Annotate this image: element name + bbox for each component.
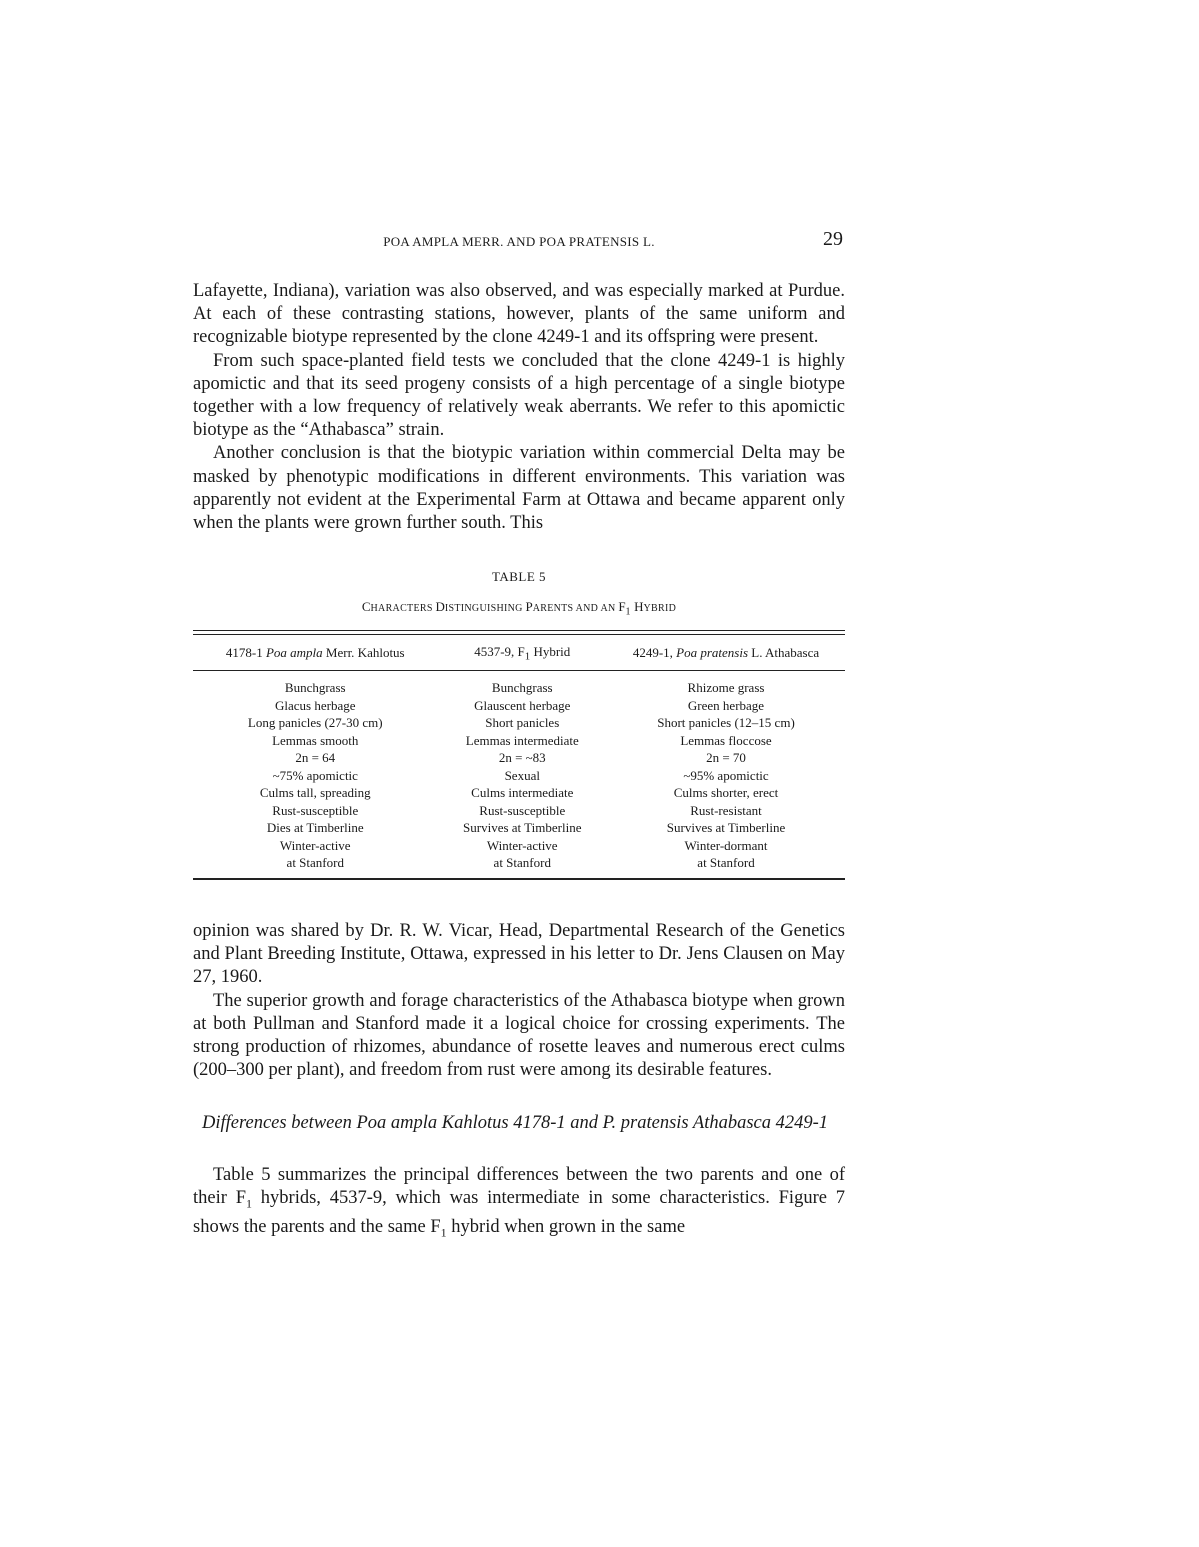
page-number: 29 [823,228,843,250]
table-cell: Rhizome grass [687,680,765,696]
section-heading: Differences between Poa ampla Kahlotus 4178-1 and P. pratensis Athabasca 4249-1 [202,1113,829,1134]
table-row [193,749,845,767]
column-header-poa-ampla: 4178-1 Poa ampla Merr. Kahlotus [225,645,405,661]
body-paragraph: From such space-planted field tests we concluded that the clone 4249-1 is highly apomictic and that its seed progeny consists of a high percentage of a single biotype together with a low frequency of relatively weak aberrants. We refer to this apomictic biotype as the “Athabasca” strain. [193,350,845,441]
table-cell: Dies at Timberline [266,820,364,836]
table-row [193,671,845,697]
running-header [193,228,845,258]
table-5 [193,569,845,880]
table-cell: Culms shorter, erect [673,785,779,801]
table-cell: 2n = 70 [706,750,746,766]
table-cell: Winter-active [279,837,351,853]
table-row [193,819,845,837]
table-cell: Lemmas smooth [272,732,359,748]
table-cell: Sexual [504,767,540,783]
table-cell: Winter-dormant [684,837,768,853]
table-cell: Short panicles (12–15 cm) [657,715,795,731]
body-paragraph: Another conclusion is that the biotypic variation within commercial Delta may be masked by phenotypic modifications in different environments. This variation was apparently not evident at the Experimental Farm at Ottawa and became apparent only when the plants were grown further south. This [193,443,845,534]
body-paragraph: Lafayette, Indiana), variation was also observed, and was especially marked at Purdue. At each of these contrasting stations, however, plants of the same uniform and recognizable biotype represented by the clone 4249-1 and its offspring were present. [193,281,845,348]
table-row [193,837,845,855]
table-label: TABLE 5 [491,569,547,585]
table-cell: Winter-active [486,837,558,853]
body-paragraph: The superior growth and forage characteristics of the Athabasca biotype when grown at both Pullman and Stanford made it a logical choice for crossing experiments. The strong production of rhizomes, abundance of rosette leaves and numerous erect culms (200–300 per plant), and freedom from rust were among its desirable features. [193,990,845,1081]
table-row [193,784,845,802]
table-row [193,854,845,878]
table-cell: at Stanford [493,855,551,871]
table-cell: Short panicles [485,715,560,731]
table-cell: 2n = ~83 [498,750,546,766]
table-row [193,714,845,732]
table-bottom-rule [193,878,845,880]
table-cell: ~95% apomictic [683,767,769,783]
table-cell: ~75% apomictic [272,767,358,783]
table-cell: Rust-susceptible [272,802,359,818]
table-row [193,732,845,750]
table-cell: Glacus herbage [275,697,356,713]
table-cell: Survives at Timberline [463,820,582,836]
table-header-row [193,635,845,671]
column-header-f1-hybrid: 4537-9, $F_1$ Hybrid [474,643,571,663]
table-cell: Long panicles (27-30 cm) [247,715,383,731]
document-page [193,228,845,1245]
table-cell: Culms intermediate [471,785,574,801]
table-caption: CHARACTERS DISTINGUISHING PARENTS AND AN $F_1$ HYBRID [361,599,677,618]
table-cell: Lemmas floccose [680,732,772,748]
table-cell: Glauscent herbage [474,697,571,713]
table-cell: Lemmas intermediate [465,732,579,748]
table-cell: Green herbage [687,697,765,713]
table-cell: Rust-susceptible [479,802,566,818]
table-row [193,802,845,820]
column-header-poa-pratensis: 4249-1, Poa pratensis L. Athabasca [632,645,820,661]
table-cell: at Stanford [697,855,755,871]
table-cell: Bunchgrass [284,680,346,696]
table-row [193,697,845,715]
characters-table [193,635,845,878]
table-cell: at Stanford [286,855,344,871]
table-cell: 2n = 64 [295,750,336,766]
body-paragraph-final: Table 5 summarizes the principal differences between the two parents and one of their $F_1$ hybrids, 4537-9, which was intermediate in some characteristics. Figure 7 shows the parents and the same $F_1$ hybrid when grown in the same [193,1164,845,1240]
table-cell: Culms tall, spreading [259,785,371,801]
body-paragraph: opinion was shared by Dr. R. W. Vicar, Head, Departmental Research of the Genetics and Plant Breeding Institute, Ottawa, expressed in his letter to Dr. Jens Clausen on May 27, 1960. [193,920,845,988]
table-row [193,767,845,785]
table-cell: Bunchgrass [491,680,553,696]
running-title: POA AMPLA MERR. AND POA PRATENSIS L. [383,234,655,249]
table-cell: Survives at Timberline [666,820,786,836]
table-cell: Rust-resistant [690,802,762,818]
